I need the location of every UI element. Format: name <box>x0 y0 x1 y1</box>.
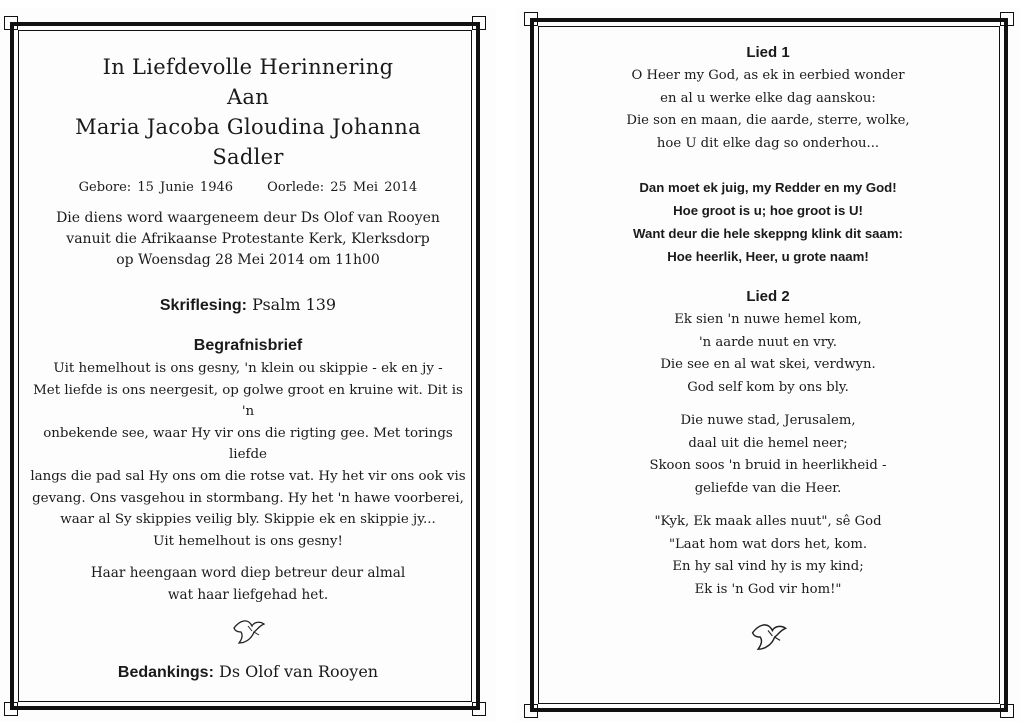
corner-ornament <box>524 12 538 26</box>
acknowledgements <box>30 662 466 682</box>
verse-line: Ek sien 'n nuwe hemel kom, <box>674 312 862 327</box>
verse-line: "Kyk, Ek maak alles nuut", sê God <box>654 514 882 529</box>
verse-line: daal uit die hemel neer; <box>688 435 848 451</box>
mourning-text <box>30 562 466 606</box>
thanks-value: Ds Olof van Rooyen <box>219 662 379 682</box>
scripture-label: Skriflesing: <box>159 297 248 314</box>
letter-line: waar al Sy skippies veilig bly. Skippie ek en skippie jy... <box>60 512 436 528</box>
scripture-value: Psalm 139 <box>252 295 337 314</box>
letter-line: Uit hemelhout is ons gesny! <box>153 533 343 549</box>
hymn1-verse <box>546 65 990 155</box>
service-line: vanuit die Afrikaanse Protestante Kerk, Klerksdorp <box>66 231 430 247</box>
corner-ornament <box>1000 704 1014 718</box>
verse-line: God self kom by ons bly. <box>687 379 849 395</box>
chorus-line: Hoe groot is u; hoe groot is U! <box>673 203 863 218</box>
deceased-surname: Sadler <box>212 145 284 169</box>
dove-icon <box>746 619 790 653</box>
verse-line: hoe U dit elke dag so onderhou... <box>656 135 880 151</box>
memorial-heading <box>30 52 466 172</box>
letter-line: langs die pad sal Hy ons om die rotse vat. Hy het vir ons ook vis <box>30 468 466 484</box>
heading-line: Aan <box>226 85 270 109</box>
letter-line: gevang. Ons vasgehou in stormbang. Hy het 'n hawe voorberei, <box>32 490 464 506</box>
corner-ornament <box>4 16 18 30</box>
verse-line: 'n aarde nuut en vry. <box>699 334 837 350</box>
corner-ornament <box>524 704 538 718</box>
dove-icon <box>228 616 268 646</box>
hymn2-title: Lied 2 <box>746 288 790 305</box>
letter-line: Met liefde is ons neergesit, op golwe groot en kruine wit. Dit is 'n <box>33 382 463 420</box>
hymn2-verse3 <box>546 511 990 601</box>
heading-line: In Liefdevolle Herinnering <box>102 55 394 79</box>
letter-line: onbekende see, waar Hy vir ons die rigting gee. Met torings liefde <box>43 425 453 463</box>
letter-title: Begrafnisbrief <box>193 337 303 354</box>
corner-ornament <box>472 16 486 30</box>
chorus-line: Hoe heerlik, Heer, u grote naam! <box>667 249 869 264</box>
right-page-content <box>546 44 990 696</box>
chorus-line: Want deur die hele skeppng klink dit saam: <box>633 226 903 241</box>
service-line: op Woensdag 28 Mei 2014 om 11h00 <box>116 252 380 268</box>
deceased-name: Maria Jacoba Gloudina Johanna <box>75 115 421 139</box>
verse-line: Die son en maan, die aarde, sterre, wolke, <box>626 113 910 128</box>
service-line: Die diens word waargeneem deur Ds Olof van Rooyen <box>56 210 440 226</box>
mourning-line: Haar heengaan word diep betreur deur almal <box>90 565 406 582</box>
corner-ornament <box>4 702 18 716</box>
hymn1-title: Lied 1 <box>746 44 790 61</box>
chorus-line: Dan moet ek juig, my Redder en my God! <box>639 180 897 195</box>
thanks-label: Bedankings: <box>117 664 214 682</box>
left-page-content <box>30 36 466 696</box>
hymn2-verse2 <box>546 410 990 500</box>
verse-line: Die see en al wat skei, verdwyn. <box>660 357 876 372</box>
verse-line: En hy sal vind hy is my kind; <box>672 559 864 574</box>
hymn2-verse1 <box>546 309 990 399</box>
verse-line: en al u werke elke dag aanskou: <box>660 90 876 106</box>
left-page <box>0 8 496 722</box>
dates-row <box>30 180 466 195</box>
verse-line: "Laat hom wat dors het, kom. <box>668 536 868 552</box>
scripture-reading <box>30 295 466 315</box>
verse-line: O Heer my God, as ek in eerbied wonder <box>631 68 905 83</box>
verse-line: Die nuwe stad, Jerusalem, <box>680 413 856 428</box>
corner-ornament <box>472 702 486 716</box>
hymn1-chorus <box>546 176 990 268</box>
mourning-line: wat haar liefgehad het. <box>167 587 329 604</box>
letter-line: Uit hemelhout is ons gesny, 'n klein ou skippie - ek en jy - <box>53 361 443 376</box>
birth-date: Gebore: 15 Junie 1946 <box>78 180 234 195</box>
letter-text <box>30 358 466 552</box>
right-page <box>516 8 1020 722</box>
service-details <box>30 208 466 271</box>
verse-line: Ek is 'n God vir hom!" <box>694 581 842 597</box>
death-date: Oorlede: 25 Mei 2014 <box>267 180 418 195</box>
verse-line: Skoon soos 'n bruid in heerlikheid - <box>649 458 887 473</box>
corner-ornament <box>1000 12 1014 26</box>
verse-line: geliefde van die Heer. <box>694 480 842 496</box>
